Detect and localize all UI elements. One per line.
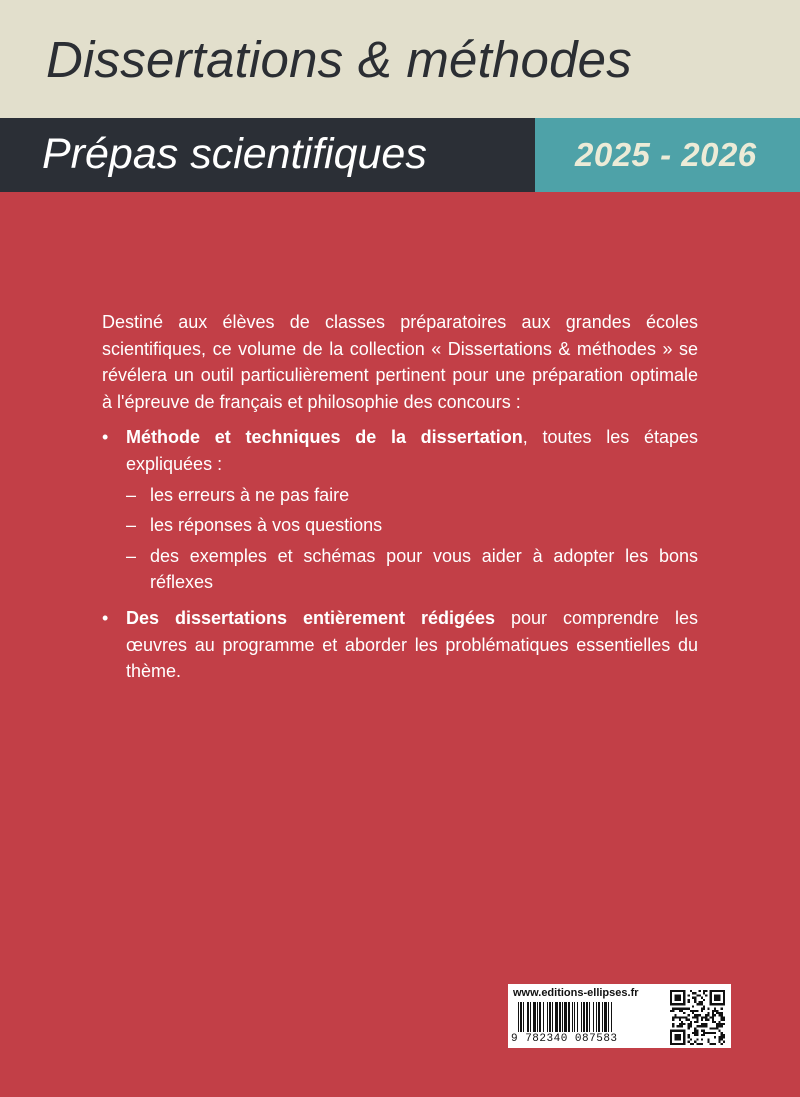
method-sublist xyxy=(126,482,698,596)
bullet-item-method xyxy=(102,424,698,596)
qr-code-icon xyxy=(670,990,725,1045)
barcode-icon xyxy=(518,1002,662,1032)
sublist-item xyxy=(126,512,698,539)
intro-paragraph: Destiné aux élèves de classes préparatoires aux grandes écoles scientifiques, ce volume de la collection « Dissertations & méthodes » se révélera un outil particulièrement pertinent pour une préparation optimale à l'épreuve de français et philosophie des concours : xyxy=(102,312,698,412)
dash-icon: – xyxy=(126,484,137,505)
bullet-method-bold: Méthode et techniques de la dissertation xyxy=(126,427,523,448)
sublist-item-text: des exemples et schémas pour vous aider à adopter les bons réflexes xyxy=(150,545,698,593)
sublist-item xyxy=(126,543,698,596)
sublist-item-text: les réponses à vos questions xyxy=(150,515,383,536)
bullet-dissertations-text: pour comprendre les œuvres au programme et aborder les problématiques essentielles du thème. xyxy=(126,607,698,682)
website-link[interactable]: www.editions-ellipses.fr xyxy=(513,987,639,999)
bullet-method-text: , toutes les étapes expliquées : xyxy=(126,427,698,474)
isbn-barcode-box xyxy=(508,984,731,1048)
bullet-dissertations-bold: Des dissertations entièrement rédigées xyxy=(126,607,496,628)
year-label: 2025 - 2026 xyxy=(575,136,757,173)
bullet-icon: • xyxy=(102,427,109,448)
subject-title: Prépas scientifiques xyxy=(42,130,427,178)
series-title: Dissertations & méthodes xyxy=(46,31,632,88)
dash-icon: – xyxy=(126,515,137,536)
subject-header-band xyxy=(0,118,535,192)
back-cover-text xyxy=(102,309,698,685)
dash-icon: – xyxy=(126,545,137,566)
sublist-item xyxy=(126,482,698,509)
series-header-band xyxy=(0,0,800,118)
sublist-item-text: les erreurs à ne pas faire xyxy=(150,484,350,505)
year-band xyxy=(535,118,800,192)
bullet-item-dissertations xyxy=(102,605,698,685)
isbn-number: 9 782340 087583 xyxy=(511,1033,618,1045)
bullet-icon: • xyxy=(102,607,109,628)
